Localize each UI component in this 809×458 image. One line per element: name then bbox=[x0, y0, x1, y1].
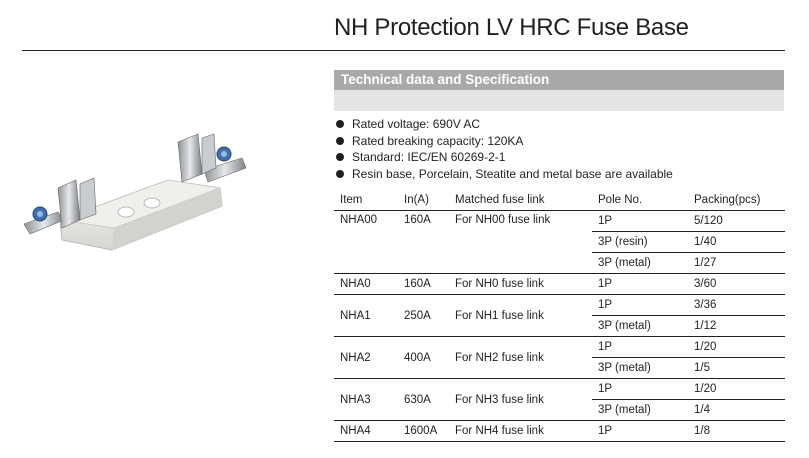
column-header-pole: Pole No. bbox=[592, 190, 688, 211]
cell-pole: 3P (metal) bbox=[592, 316, 688, 337]
spec-bullet: Resin base, Porcelain, Steatite and metal base are available bbox=[334, 166, 673, 183]
spec-section-header: Technical data and Specification bbox=[334, 70, 784, 90]
page-title: NH Protection LV HRC Fuse Base bbox=[334, 14, 689, 41]
bullet-dot-icon bbox=[336, 120, 344, 128]
spec-bullet-list bbox=[334, 116, 673, 182]
column-header-item: Item bbox=[334, 190, 398, 211]
cell-packing: 3/60 bbox=[688, 274, 785, 295]
table-row bbox=[334, 379, 785, 400]
cell-fuse-link: For NH0 fuse link bbox=[449, 274, 592, 295]
spec-bullet: Standard: IEC/EN 60269-2-1 bbox=[334, 149, 673, 166]
table-row bbox=[334, 211, 785, 232]
cell-item: NHA00 bbox=[334, 211, 398, 274]
cell-pole: 1P bbox=[592, 421, 688, 442]
cell-pole: 3P (metal) bbox=[592, 358, 688, 379]
cell-item: NHA2 bbox=[334, 337, 398, 379]
table-row bbox=[334, 274, 785, 295]
cell-packing: 1/40 bbox=[688, 232, 785, 253]
title-divider bbox=[22, 50, 785, 51]
cell-pole: 3P (metal) bbox=[592, 253, 688, 274]
cell-pole: 1P bbox=[592, 211, 688, 232]
cell-pole: 1P bbox=[592, 274, 688, 295]
cell-pole: 1P bbox=[592, 295, 688, 316]
cell-current: 160A bbox=[398, 274, 449, 295]
cell-fuse-link: For NH1 fuse link bbox=[449, 295, 592, 337]
cell-fuse-link: For NH4 fuse link bbox=[449, 421, 592, 442]
cell-item: NHA3 bbox=[334, 379, 398, 421]
cell-fuse-link: For NH2 fuse link bbox=[449, 337, 592, 379]
cell-packing: 1/8 bbox=[688, 421, 785, 442]
column-header-packing: Packing(pcs) bbox=[688, 190, 785, 211]
cell-packing: 1/27 bbox=[688, 253, 785, 274]
cell-packing: 1/20 bbox=[688, 379, 785, 400]
cell-pole: 1P bbox=[592, 379, 688, 400]
table-header-row bbox=[334, 190, 785, 211]
cell-pole: 1P bbox=[592, 337, 688, 358]
spec-bullet: Rated breaking capacity: 120KA bbox=[334, 133, 673, 150]
cell-item: NHA1 bbox=[334, 295, 398, 337]
spec-section-band bbox=[334, 90, 784, 111]
column-header-current: In(A) bbox=[398, 190, 449, 211]
fuse-base-product-image bbox=[18, 128, 250, 268]
cell-item: NHA4 bbox=[334, 421, 398, 442]
column-header-fuse-link: Matched fuse link bbox=[449, 190, 592, 211]
table-row bbox=[334, 421, 785, 442]
cell-pole: 3P (resin) bbox=[592, 232, 688, 253]
cell-packing: 5/120 bbox=[688, 211, 785, 232]
cell-packing: 1/20 bbox=[688, 337, 785, 358]
bullet-dot-icon bbox=[336, 170, 344, 178]
spec-bullet: Rated voltage: 690V AC bbox=[334, 116, 673, 133]
cell-packing: 3/36 bbox=[688, 295, 785, 316]
cell-pole: 3P (metal) bbox=[592, 400, 688, 421]
cell-item: NHA0 bbox=[334, 274, 398, 295]
cell-current: 160A bbox=[398, 211, 449, 274]
table-row bbox=[334, 295, 785, 316]
cell-current: 400A bbox=[398, 337, 449, 379]
cell-packing: 1/5 bbox=[688, 358, 785, 379]
cell-packing: 1/12 bbox=[688, 316, 785, 337]
bullet-dot-icon bbox=[336, 137, 344, 145]
table-row bbox=[334, 337, 785, 358]
cell-fuse-link: For NH00 fuse link bbox=[449, 211, 592, 274]
cell-current: 250A bbox=[398, 295, 449, 337]
cell-current: 630A bbox=[398, 379, 449, 421]
bullet-dot-icon bbox=[336, 153, 344, 161]
spec-table bbox=[334, 190, 785, 442]
cell-packing: 1/4 bbox=[688, 400, 785, 421]
cell-current: 1600A bbox=[398, 421, 449, 442]
cell-fuse-link: For NH3 fuse link bbox=[449, 379, 592, 421]
